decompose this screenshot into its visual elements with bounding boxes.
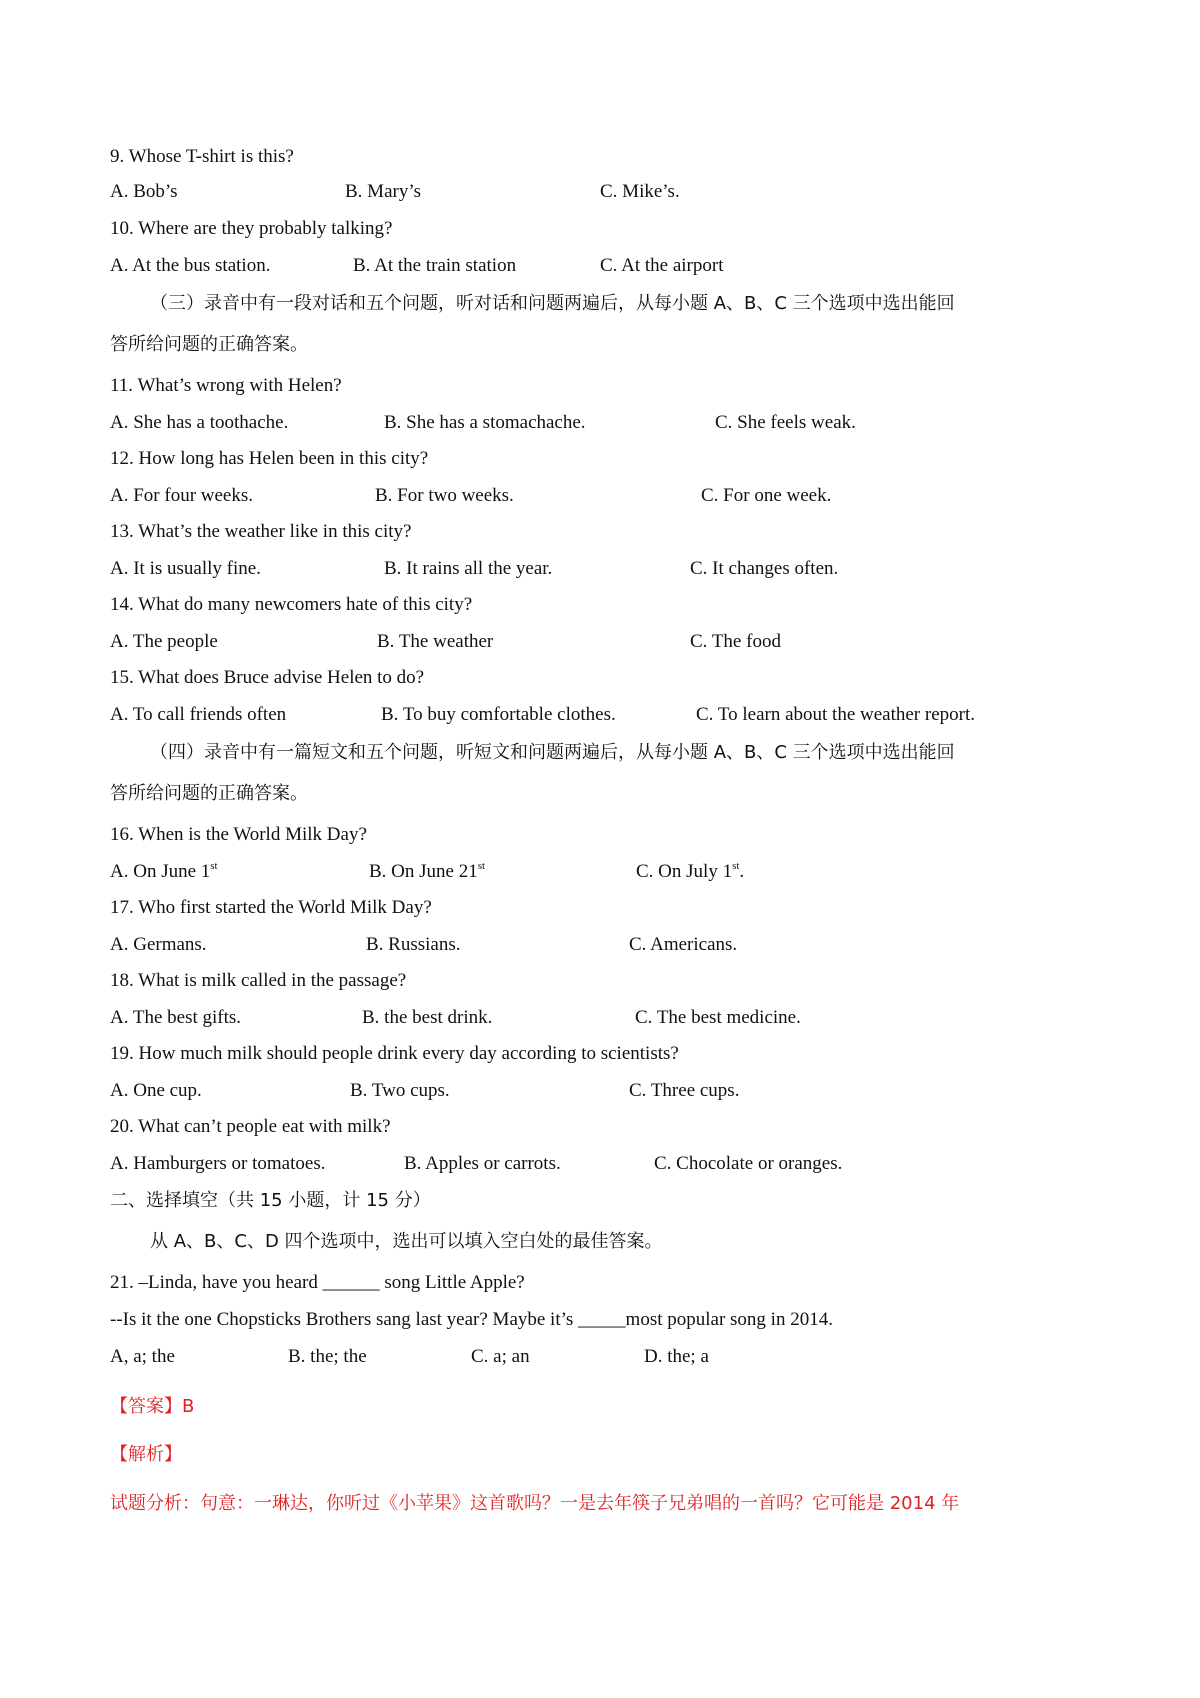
option-b: B. the best drink. xyxy=(362,1007,493,1028)
option-d: D. the; a xyxy=(644,1346,709,1367)
section-3-instruction: （三）录音中有一段对话和五个问题，听对话和问题两遍后，从每小题 A、B、C 三个选项中选出能回 xyxy=(150,293,955,314)
option-c: C. The best medicine. xyxy=(635,1007,801,1028)
question-10: 10. Where are they probably talking? xyxy=(110,218,393,239)
question-21-reply: --Is it the one Chopsticks Brothers sang last year? Maybe it’s _____most popular song in 2014. xyxy=(110,1309,833,1330)
question-21: 21. –Linda, have you heard ______ song Little Apple? xyxy=(110,1272,525,1293)
superscript: st xyxy=(210,860,218,872)
option-c: C. For one week. xyxy=(701,485,832,506)
option-a: A. The best gifts. xyxy=(110,1007,242,1028)
option-b: B. the; the xyxy=(288,1346,367,1367)
question-18: 18. What is milk called in the passage? xyxy=(110,970,407,991)
part-2-instruction: 从 A、B、C、D 四个选项中，选出可以填入空白处的最佳答案。 xyxy=(150,1231,663,1252)
option-c: C. She feels weak. xyxy=(715,412,856,433)
section-4-instruction-cont: 答所给问题的正确答案。 xyxy=(110,783,308,804)
question-9: 9. Whose T-shirt is this? xyxy=(110,146,294,167)
answer-label: 【答案】B xyxy=(110,1396,195,1417)
option-a: A. One cup. xyxy=(110,1080,202,1101)
option-b: B. Russians. xyxy=(366,934,461,955)
part-2-heading: 二、选择填空（共 15 小题，计 15 分） xyxy=(110,1190,431,1211)
option-c: C. It changes often. xyxy=(690,558,839,579)
option-a: A. On June 1st xyxy=(110,860,218,882)
option-b: B. Apples or carrots. xyxy=(404,1153,561,1174)
option-a: A. She has a toothache. xyxy=(110,412,289,433)
option-a: A. It is usually fine. xyxy=(110,558,261,579)
option-b: B. The weather xyxy=(377,631,494,652)
option-c: C. a; an xyxy=(471,1346,530,1367)
option-a: A. The people xyxy=(110,631,218,652)
option-b: B. For two weeks. xyxy=(375,485,514,506)
question-17: 17. Who first started the World Milk Day? xyxy=(110,897,432,918)
option-c: C. Chocolate or oranges. xyxy=(654,1153,843,1174)
option-b: B. On June 21st xyxy=(369,860,486,882)
question-12: 12. How long has Helen been in this city? xyxy=(110,448,429,469)
question-11: 11. What’s wrong with Helen? xyxy=(110,375,342,396)
option-c: C. Three cups. xyxy=(629,1080,740,1101)
option-c: C. To learn about the weather report. xyxy=(696,704,975,725)
question-13: 13. What’s the weather like in this city? xyxy=(110,521,412,542)
section-3-instruction-cont: 答所给问题的正确答案。 xyxy=(110,334,308,355)
option-b: B. Mary’s xyxy=(345,181,421,202)
option-b: B. It rains all the year. xyxy=(384,558,553,579)
section-4-instruction: （四）录音中有一篇短文和五个问题，听短文和问题两遍后，从每小题 A、B、C 三个选项中选出能回 xyxy=(150,742,955,763)
option-a: A. Bob’s xyxy=(110,181,178,202)
option-b: B. At the train station xyxy=(353,255,517,276)
question-19: 19. How much milk should people drink every day according to scientists? xyxy=(110,1043,679,1064)
option-c: C. The food xyxy=(690,631,781,652)
question-16: 16. When is the World Milk Day? xyxy=(110,824,367,845)
option-a: A. For four weeks. xyxy=(110,485,254,506)
option-a: A, a; the xyxy=(110,1346,175,1367)
question-20: 20. What can’t people eat with milk? xyxy=(110,1116,391,1137)
option-b: B. To buy comfortable clothes. xyxy=(381,704,616,725)
option-b: B. She has a stomachache. xyxy=(384,412,586,433)
option-a: A. Hamburgers or tomatoes. xyxy=(110,1153,326,1174)
option-c: C. On July 1st. xyxy=(636,860,745,882)
option-c: C. Americans. xyxy=(629,934,738,955)
superscript: st xyxy=(477,860,486,872)
option-c: C. Mike’s. xyxy=(600,181,680,202)
option-a: A. Germans. xyxy=(110,934,207,955)
option-c: C. At the airport xyxy=(600,255,724,276)
question-14: 14. What do many newcomers hate of this city? xyxy=(110,594,473,615)
superscript: st xyxy=(732,860,740,872)
analysis-text: 试题分析：句意：一琳达，你听过《小苹果》这首歌吗？一是去年筷子兄弟唱的一首吗？它可能是 2014 年 xyxy=(110,1493,960,1514)
option-a: A. To call friends often xyxy=(110,704,287,725)
option-a: A. At the bus station. xyxy=(110,255,271,276)
option-b: B. Two cups. xyxy=(350,1080,450,1101)
question-15: 15. What does Bruce advise Helen to do? xyxy=(110,667,425,688)
analysis-label: 【解析】 xyxy=(110,1444,182,1465)
